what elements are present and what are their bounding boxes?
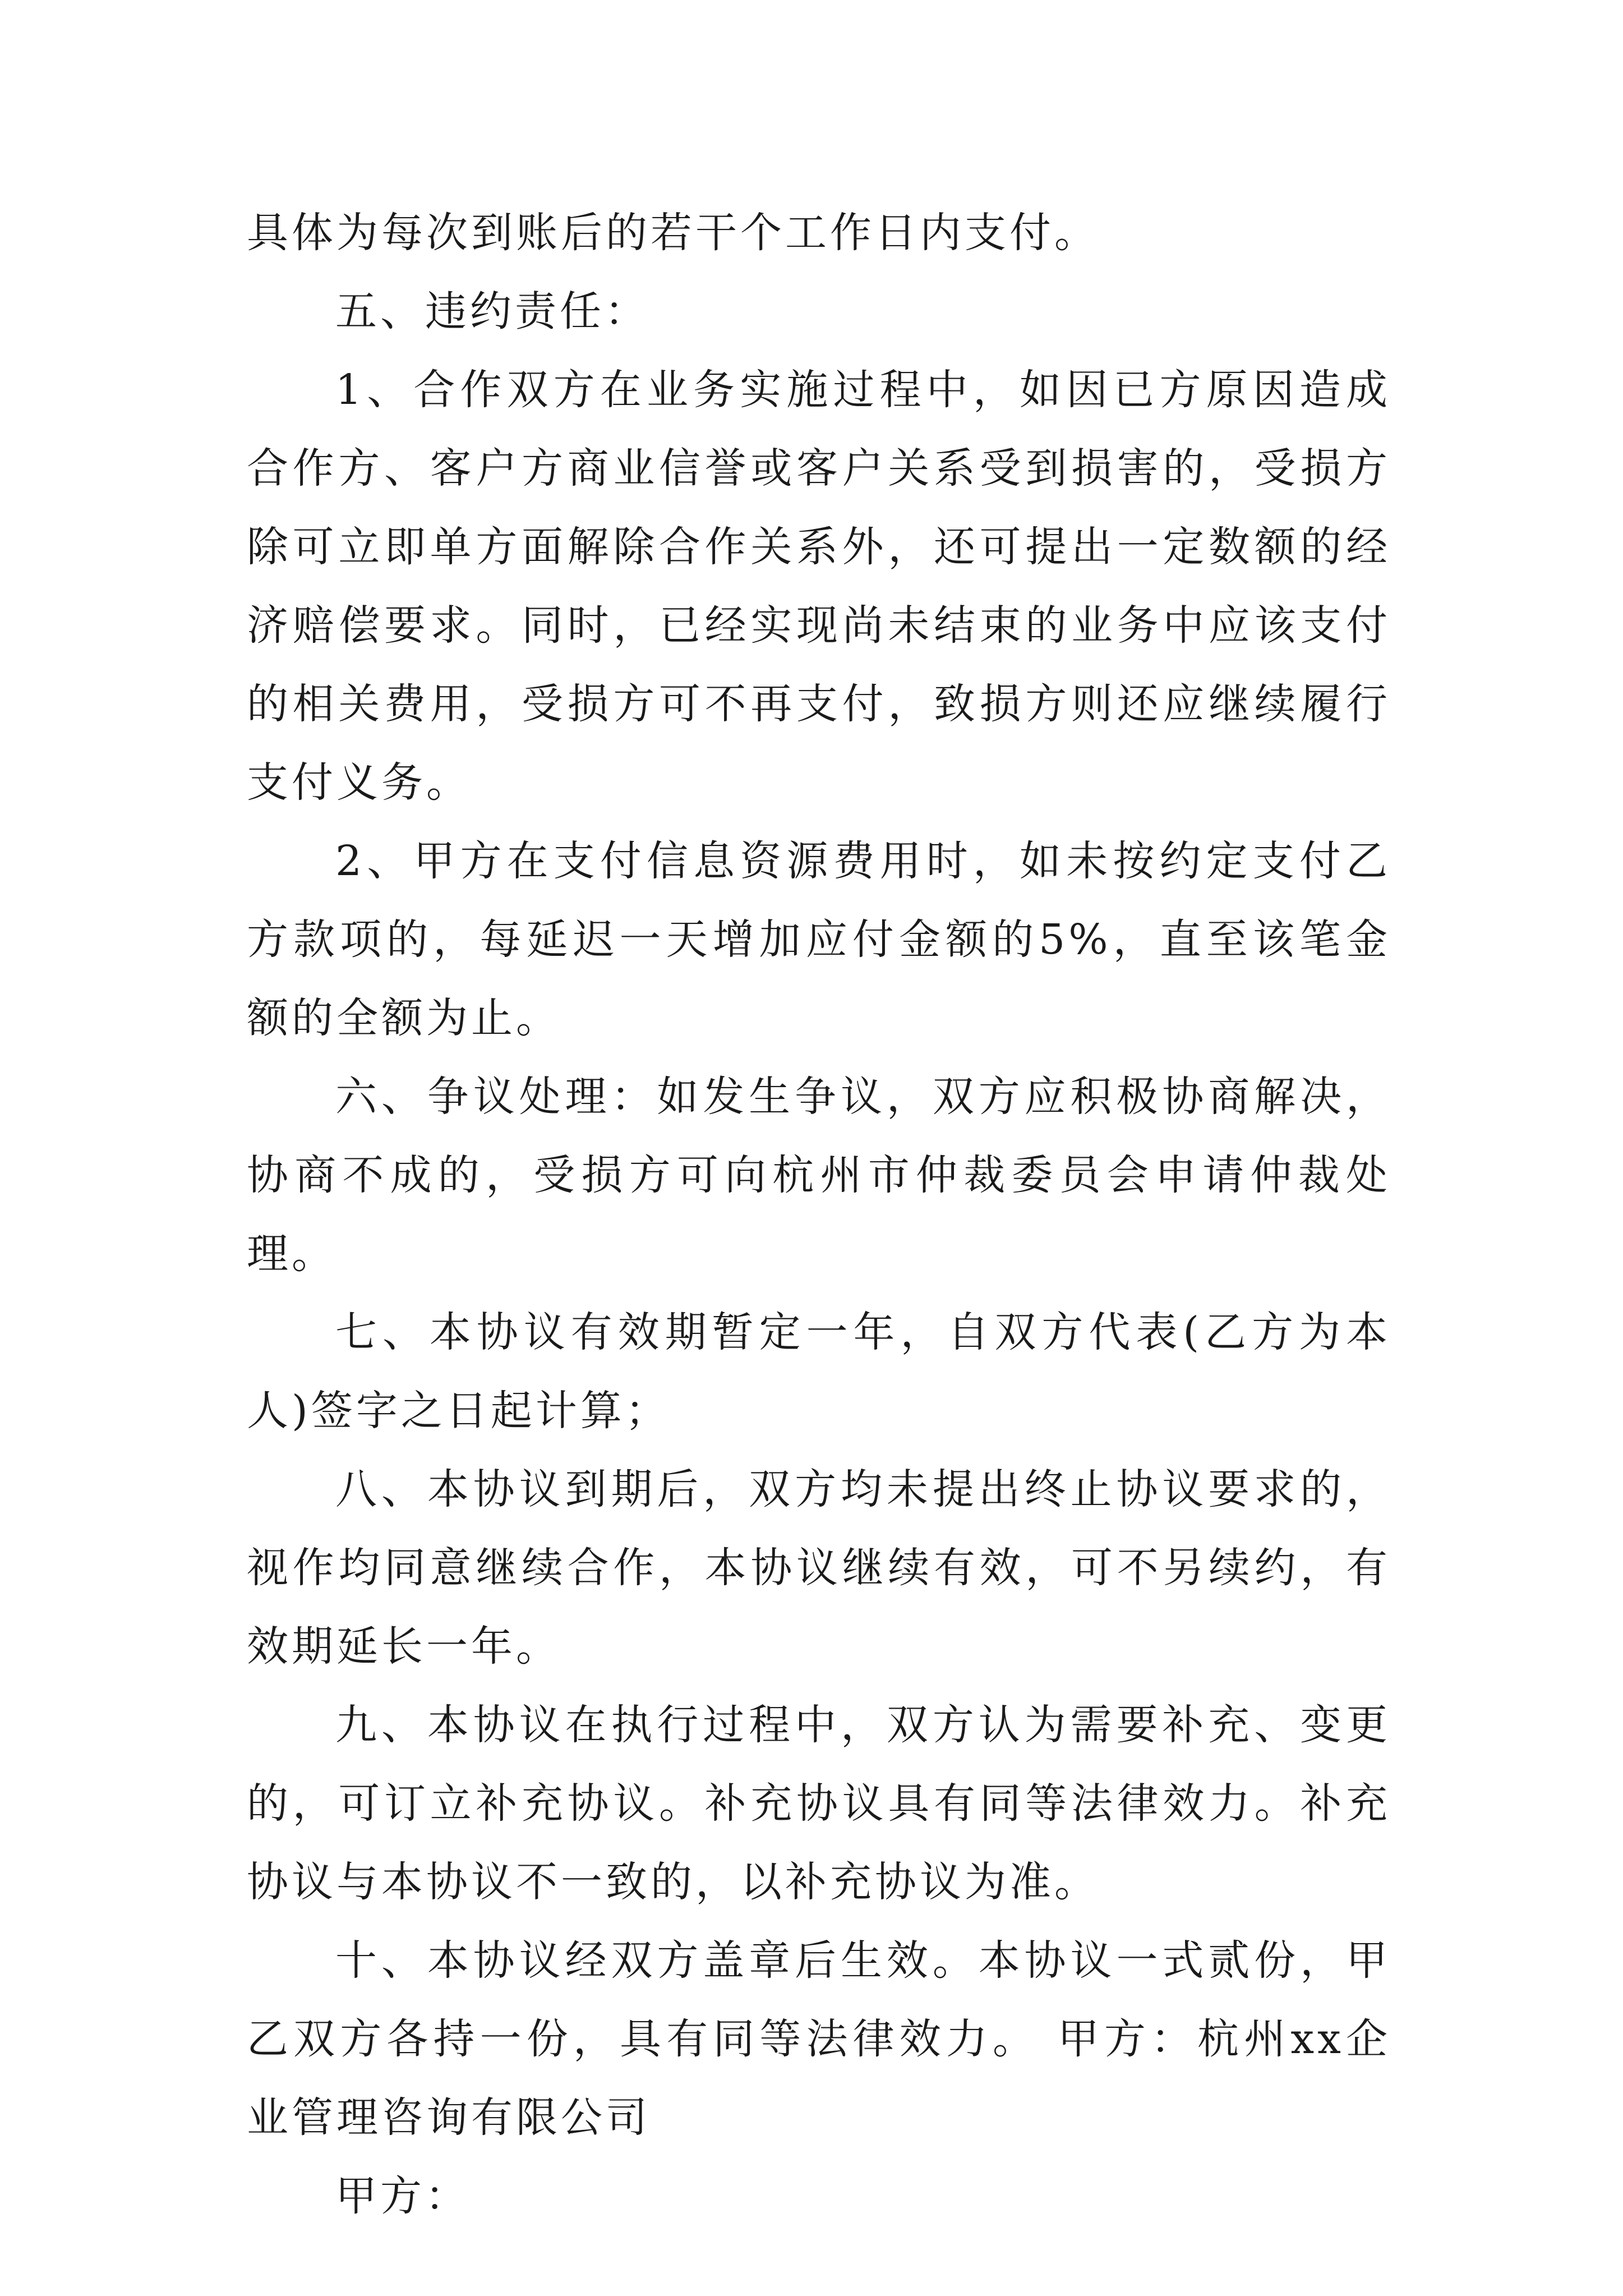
paragraph-dispute-resolution: 六、争议处理：如发生争议，双方应积极协商解决，协商不成的，受损方可向杭州市仲裁委员会申请仲裁处理。 xyxy=(247,1073,1391,1278)
section-heading-breach-liability: 五、违约责任： xyxy=(335,287,649,335)
paragraph-breach-clause-1: 1、合作双方在业务实施过程中，如因已方原因造成合作方、客户方商业信誉或客户关系受到损害的，受损方除可立即单方面解除合作关系外，还可提出一定数额的经济赔偿要求。同时，已经实现尚未结束的业务中应该支付的相关费用，受损方可不再支付，致损方则还应继续履行支付义务。 xyxy=(247,366,1391,807)
paragraph-validity-period: 七、本协议有效期暂定一年，自双方代表(乙方为本人)签字之日起计算； xyxy=(247,1308,1391,1435)
paragraph-auto-renewal: 八、本协议到期后，双方均未提出终止协议要求的，视作均同意继续合作，本协议继续有效，可不另续约，有效期延长一年。 xyxy=(247,1465,1391,1671)
paragraph-effectiveness: 十、本协议经双方盖章后生效。本协议一式贰份，甲乙双方各持一份，具有同等法律效力。 甲方：杭州xx企业管理咨询有限公司 xyxy=(247,1936,1391,2142)
paragraph-breach-clause-2: 2、甲方在支付信息资源费用时，如未按约定支付乙方款项的，每延迟一天增加应付金额的5%，直至该笔金额的全额为止。 xyxy=(247,837,1391,1042)
paragraph-supplementary-agreement: 九、本协议在执行过程中，双方认为需要补充、变更的，可订立补充协议。补充协议具有同等法律效力。补充协议与本协议不一致的，以补充协议为准。 xyxy=(247,1701,1391,1906)
paragraph-payment-timing: 具体为每次到账后的若干个工作日内支付。 xyxy=(247,209,1099,257)
signature-party-a-label: 甲方： xyxy=(335,2172,470,2220)
document-body xyxy=(247,194,1391,2235)
